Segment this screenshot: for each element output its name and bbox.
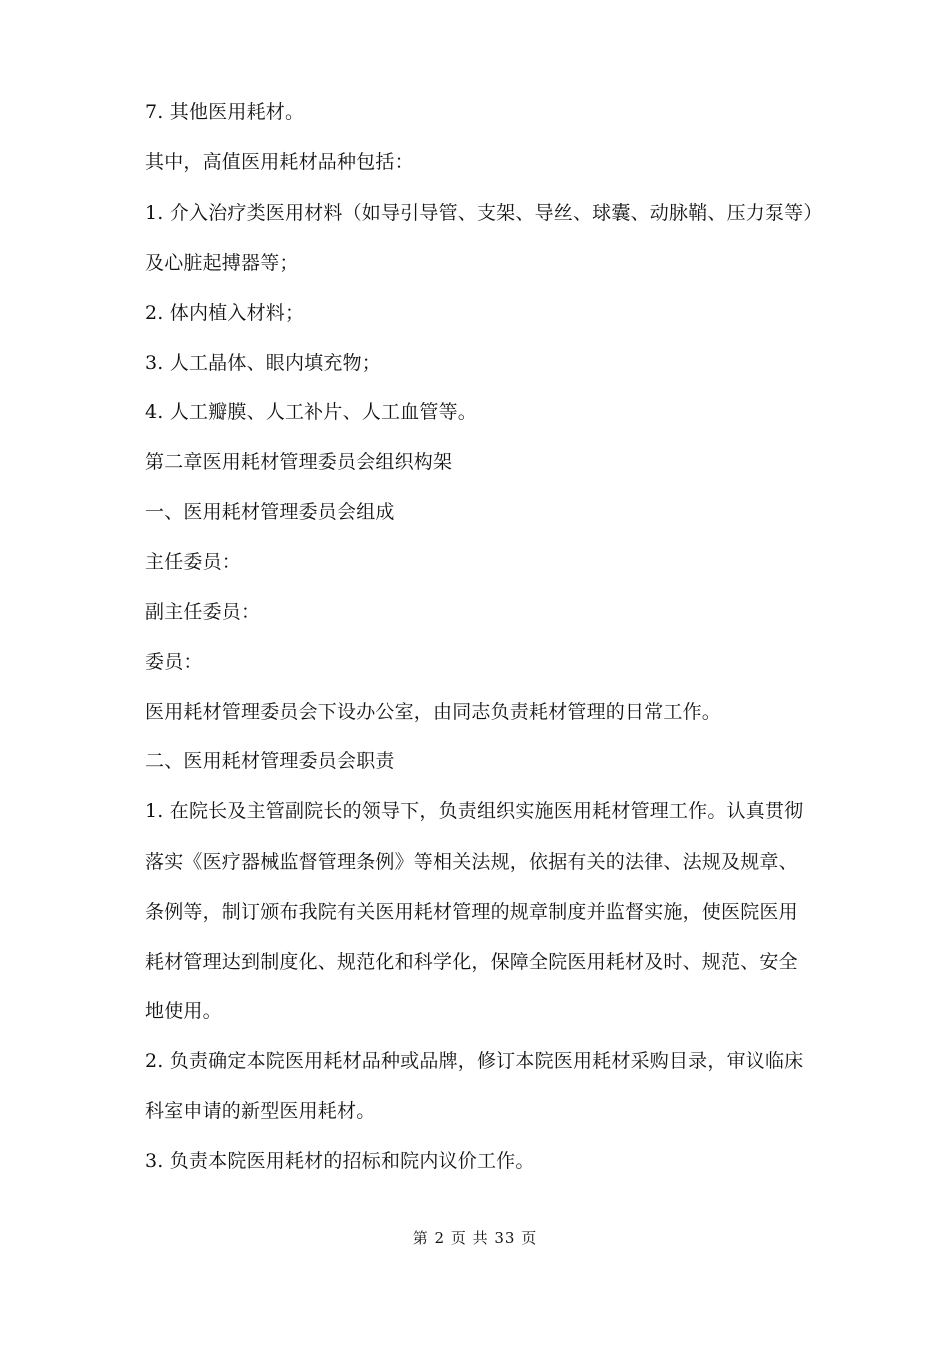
text-line: 委员： — [145, 651, 203, 673]
text-line: 1. 在院长及主管副院长的领导下，负责组织实施医用耗材管理工作。认真贯彻 — [145, 800, 804, 822]
text-line: 7. 其他医用耗材。 — [145, 101, 305, 123]
text-line: 2. 体内植入材料； — [145, 302, 305, 324]
text-line: 副主任委员： — [145, 601, 261, 623]
section-heading: 一、医用耗材管理委员会组成 — [145, 501, 395, 523]
text-line: 落实《医疗器械监督管理条例》等相关法规，依据有关的法律、法规及规章、 — [145, 851, 798, 873]
page-footer: 第 2 页 共 33 页 — [412, 1229, 538, 1247]
text-line: 其中，高值医用耗材品种包括： — [145, 151, 414, 173]
text-line: 4. 人工瓣膜、人工补片、人工血管等。 — [145, 401, 477, 423]
text-line: 1. 介入治疗类医用材料（如导引导管、支架、导丝、球囊、动脉鞘、压力泵等） — [145, 202, 823, 224]
text-line: 主任委员： — [145, 551, 242, 573]
chapter-heading: 第二章医用耗材管理委员会组织构架 — [145, 451, 453, 473]
text-line: 及心脏起搏器等； — [145, 252, 299, 274]
text-line: 3. 负责本院医用耗材的招标和院内议价工作。 — [145, 1150, 535, 1172]
text-line: 2. 负责确定本院医用耗材品种或品牌，修订本院医用耗材采购目录，审议临床 — [145, 1050, 804, 1072]
text-line: 地使用。 — [145, 1000, 222, 1022]
text-line: 耗材管理达到制度化、规范化和科学化，保障全院医用耗材及时、规范、安全 — [145, 951, 798, 973]
text-line: 医用耗材管理委员会下设办公室，由同志负责耗材管理的日常工作。 — [145, 701, 722, 723]
section-heading: 二、医用耗材管理委员会职责 — [145, 750, 395, 772]
text-line: 条例等，制订颁布我院有关医用耗材管理的规章制度并监督实施，使医院医用 — [145, 901, 798, 923]
text-line: 科室申请的新型医用耗材。 — [145, 1100, 376, 1122]
text-line: 3. 人工晶体、眼内填充物； — [145, 352, 381, 374]
